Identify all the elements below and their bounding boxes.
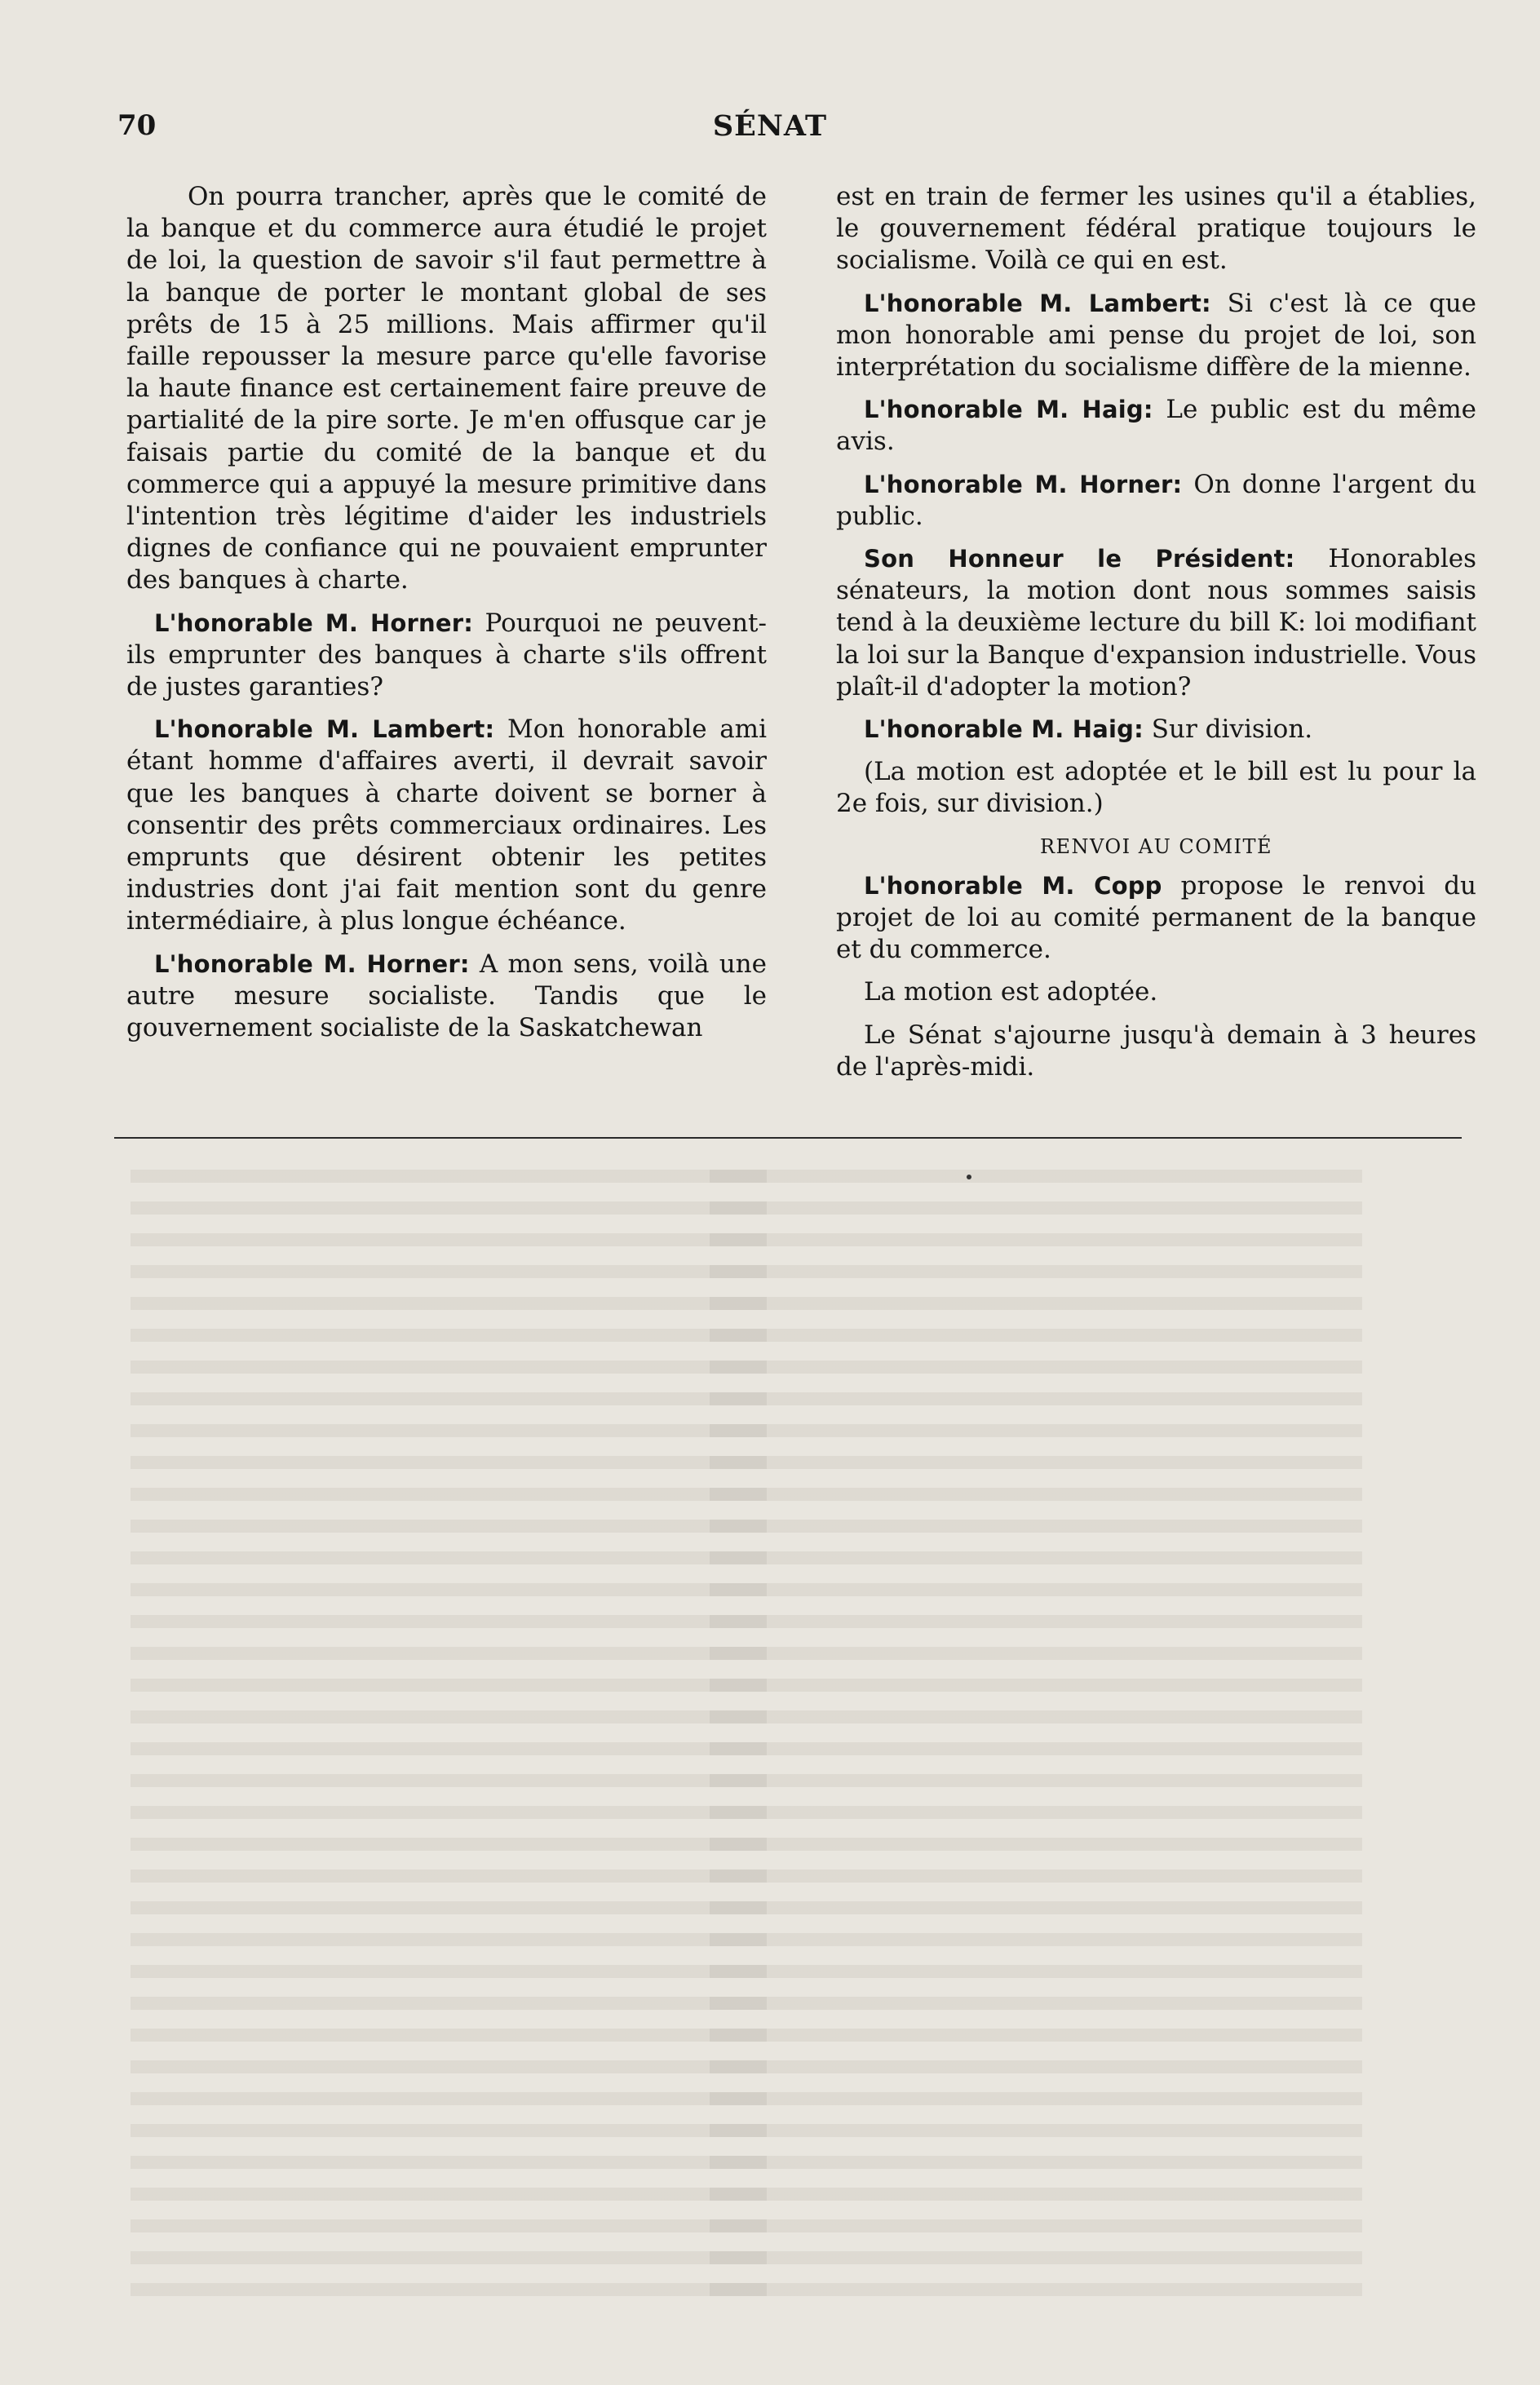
speech-text: propose le renvoi du projet de loi au comité permanent de la banque et du commerce. xyxy=(836,870,1477,965)
running-head: SÉNAT xyxy=(712,109,828,143)
speech xyxy=(836,870,1476,967)
speech-text: Le public est du même avis. xyxy=(836,395,1476,457)
end-rule xyxy=(114,1137,1462,1139)
paragraph xyxy=(836,976,1476,1008)
speaker-name: Son Honneur le Président: xyxy=(864,545,1295,573)
speech xyxy=(836,394,1476,458)
paragraph-text: Le Sénat s'ajourne jusqu'à demain à 3 heures de l'après-midi. xyxy=(836,1020,1476,1082)
speech-text: Mon honorable ami étant homme d'affaires averti, il devrait savoir que les banques à charte doivent se borner à consentir des prêts commerciaux ordinaires. Les emprunts que désirent obtenir les petites industries dont j'ai fait mention sont du genre intermédiaire, à plus longue échéance. xyxy=(126,715,767,936)
show-through-left xyxy=(131,1158,767,2300)
speech xyxy=(126,949,767,1045)
speech xyxy=(836,469,1476,533)
paragraph-text: (La motion est adoptée et le bill est lu pour la 2e fois, sur division.) xyxy=(836,757,1476,819)
paragraph xyxy=(126,181,767,597)
right-column xyxy=(836,181,1476,1094)
speech xyxy=(836,288,1476,384)
speech-text: A mon sens, voilà une autre mesure socialiste. Tandis que le gouvernement socialiste de la Saskatchewan xyxy=(126,949,767,1043)
speech-text: Pourquoi ne peuvent-ils emprunter des banques à charte s'ils offrent de justes garanties? xyxy=(126,608,767,702)
speaker-name: L'honorable M. Lambert: xyxy=(864,289,1211,317)
speech xyxy=(836,543,1476,703)
speaker-name: L'honorable M. Horner: xyxy=(154,949,470,978)
section-heading: RENVOI AU COMITÉ xyxy=(1039,834,1273,858)
speech xyxy=(126,714,767,937)
page-number: 70 xyxy=(117,109,157,142)
paragraph xyxy=(836,1020,1476,1083)
paragraph-continuation xyxy=(836,181,1476,277)
speech xyxy=(126,608,767,704)
paragraph-text: est en train de fermer les usines qu'il a établies, le gouvernement fédéral pratique toujours le socialisme. Voilà ce qui en est. xyxy=(836,182,1476,276)
paragraph-text: On pourra trancher, après que le comité de la banque et du commerce aura étudié le projet de loi, la question de savoir s'il faut permettre à la banque de porter le montant global de ses prêts de 15 à 25 millions. Mais affirmer qu'il faille repousser la mesure parce qu'elle favorise la haute finance est certainement faire preuve de partialité de la pire sorte. Je m'en offusque car je faisais partie du comité de la banque et du commerce qui a appuyé la mesure primitive dans l'intention très légitime d'aider les industriels dignes de confiance qui ne pouvaient emprunter des banques à charte. xyxy=(126,182,767,595)
speaker-name: L'honorable M. Copp xyxy=(864,871,1162,900)
speaker-name: L'honorable M. Horner: xyxy=(154,608,474,637)
paragraph-text: La motion est adoptée. xyxy=(864,977,1158,1007)
speaker-name: L'honorable M. Haig: xyxy=(864,715,1144,744)
procedural-note xyxy=(836,756,1476,820)
speaker-name: L'honorable M. Lambert: xyxy=(154,715,495,744)
show-through-right xyxy=(710,1158,1362,2300)
speech xyxy=(836,714,1476,746)
speech-text: Sur division. xyxy=(1143,715,1313,745)
speaker-name: L'honorable M. Horner: xyxy=(864,470,1183,498)
speech-text: Honorables sénateurs, la motion dont nous sommes saisis tend à la deuxième lecture du bill K: loi modifiant la loi sur la Banque d'expansion industrielle. Vous plaît-il d'adopter la motion? xyxy=(836,544,1476,701)
speech-text: On donne l'argent du public. xyxy=(836,469,1476,531)
speaker-name: L'honorable M. Haig: xyxy=(864,396,1153,424)
speech-text: Si c'est là ce que mon honorable ami pense du projet de loi, son interprétation du socialisme diffère de la mienne. xyxy=(836,288,1477,383)
left-column xyxy=(126,181,767,1055)
ink-dot xyxy=(967,1175,971,1179)
